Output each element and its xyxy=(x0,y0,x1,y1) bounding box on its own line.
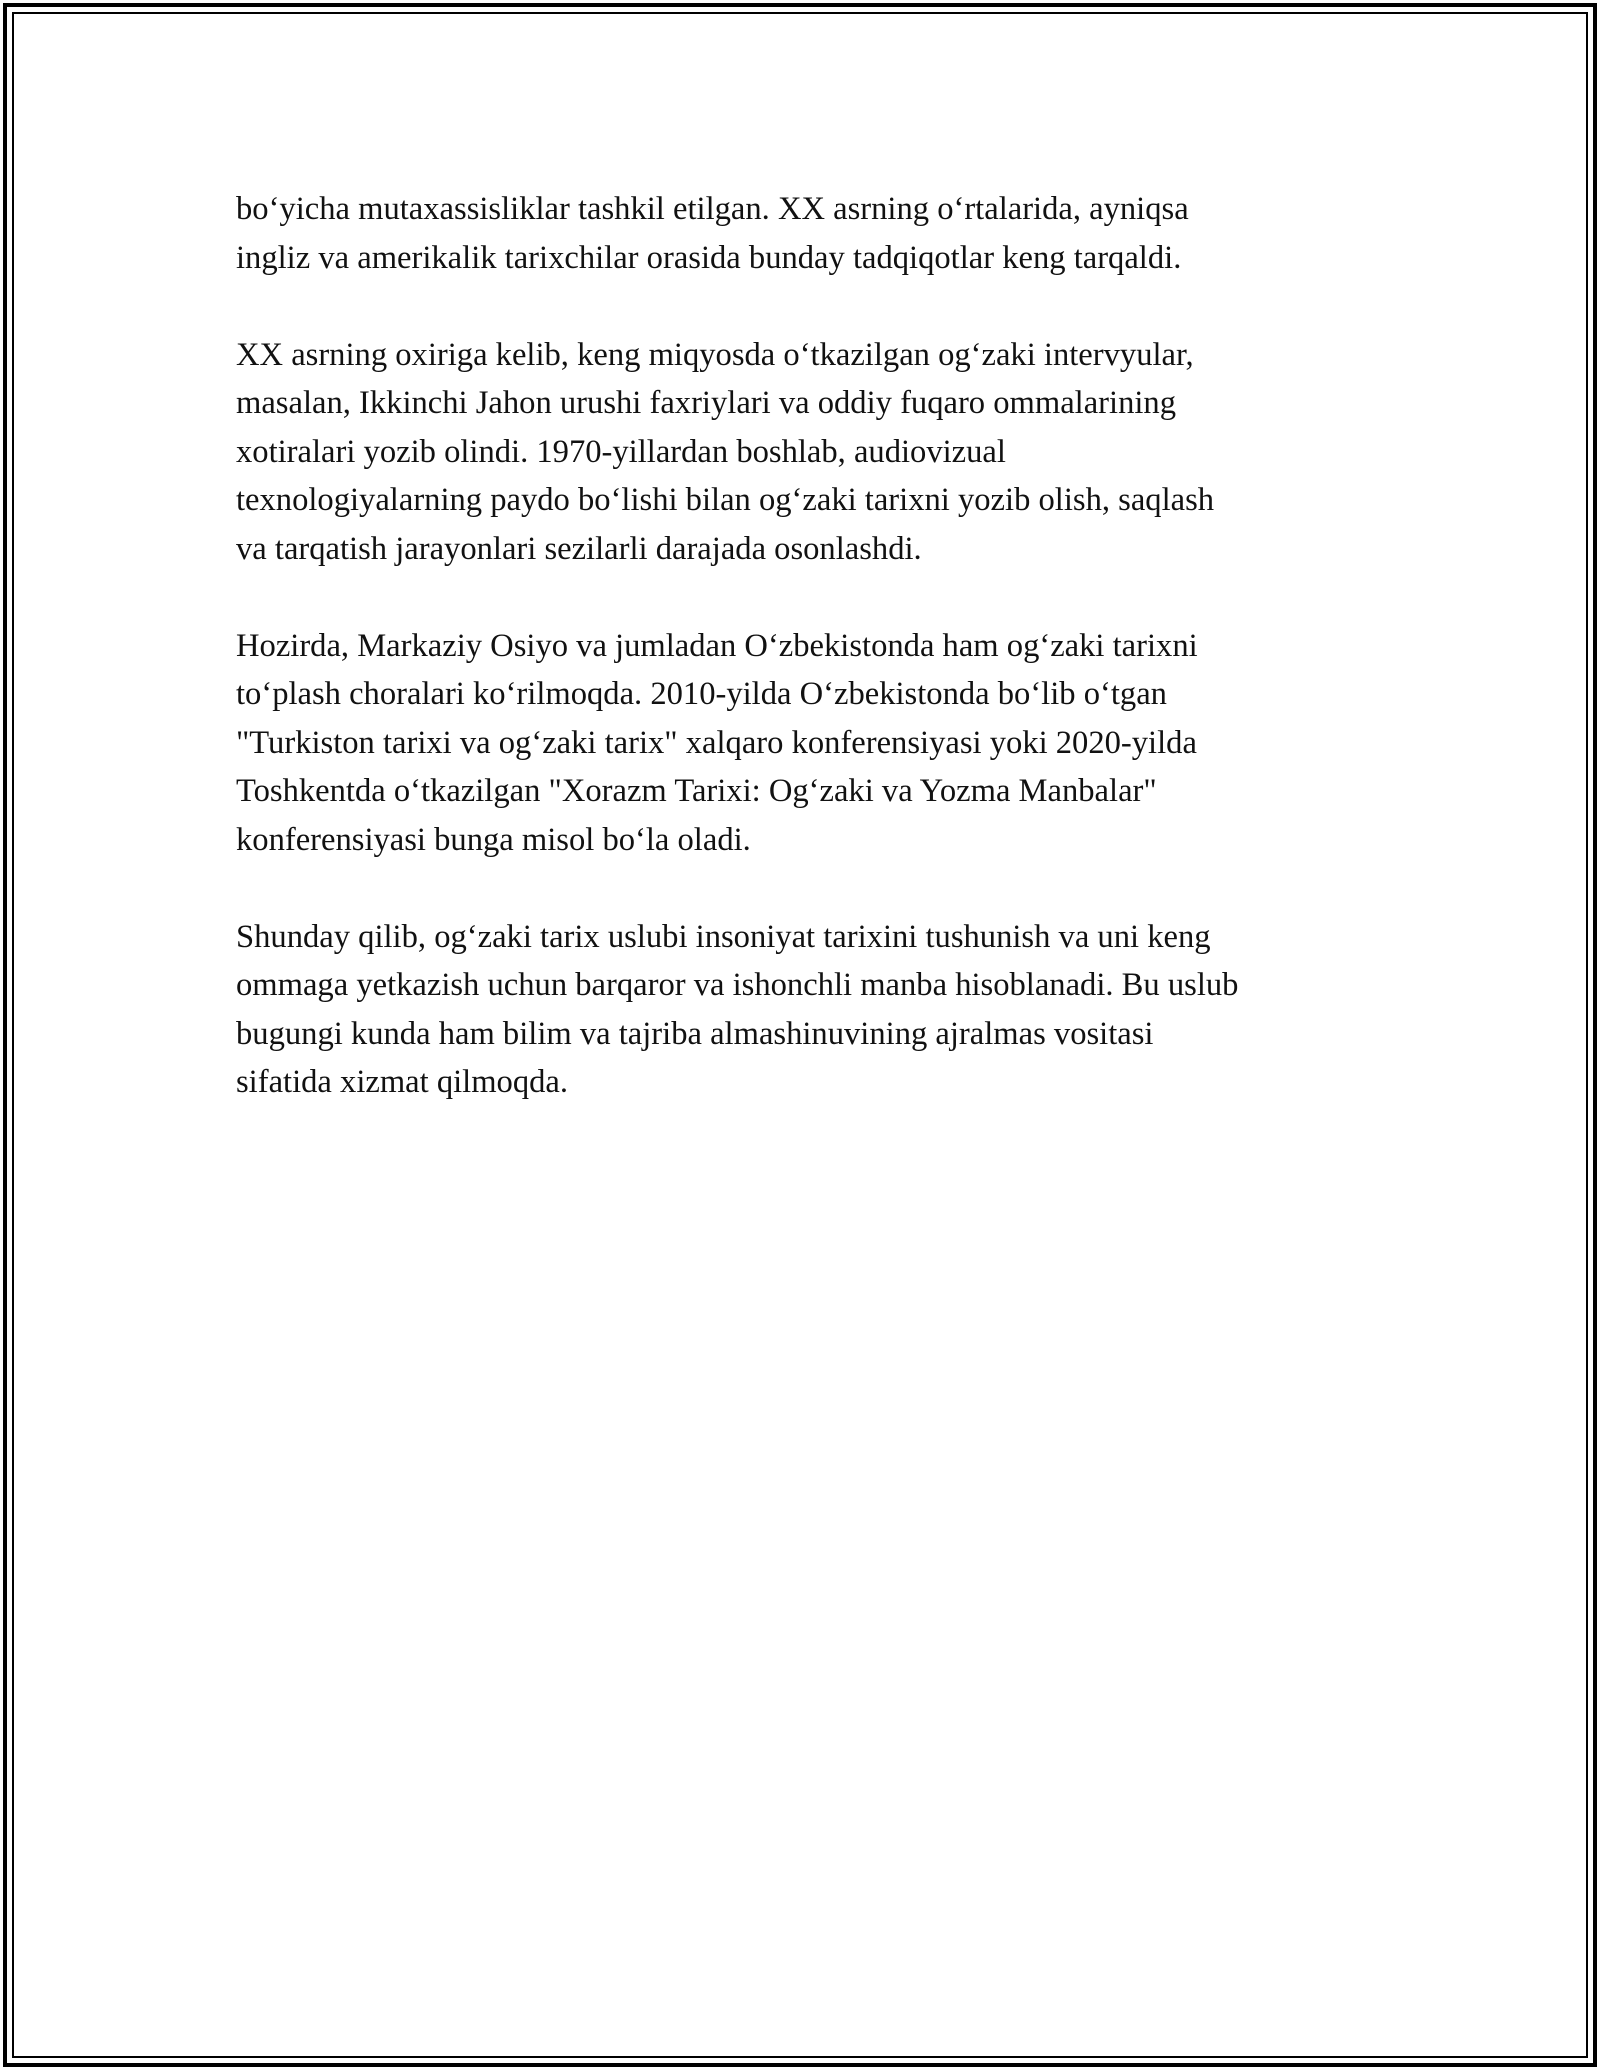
paragraph-line: xotiralari yozib olindi. 1970-yillardan boshlab, audiovizual xyxy=(236,433,1006,470)
paragraph-line: Shunday qilib, og‘zaki tarix uslubi insoniyat tarixini tushunish va uni keng xyxy=(236,918,1211,955)
document-body xyxy=(236,185,1406,1155)
paragraph-line: konferensiyasi bunga misol bo‘la oladi. xyxy=(236,821,751,858)
paragraph-line: ommaga yetkazish uchun barqaror va ishonchli manba hisoblanadi. Bu uslub xyxy=(236,967,1239,1003)
paragraph-line: "Turkiston tarixi va og‘zaki tarix" xalqaro konferensiyasi yoki 2020-yilda xyxy=(236,724,1197,761)
paragraph-line: ingliz va amerikalik tarixchilar orasida bunday tadqiqotlar keng tarqaldi. xyxy=(236,239,1182,276)
paragraph-line: bo‘yicha mutaxassisliklar tashkil etilgan. XX asrning o‘rtalarida, ayniqsa xyxy=(236,191,1189,227)
paragraph-line: texnologiyalarning paydo bo‘lishi bilan og‘zaki tarixni yozib olish, saqlash xyxy=(236,482,1215,518)
paragraph-line: masalan, Ikkinchi Jahon urushi faxriylari va oddiy fuqaro ommalarining xyxy=(236,385,1176,421)
paragraph-line: va tarqatish jarayonlari sezilarli darajada osonlashdi. xyxy=(236,530,922,567)
paragraph-line: bugungi kunda ham bilim va tajriba almashinuvining ajralmas vositasi xyxy=(236,1015,1154,1052)
paragraph-line: to‘plash choralari ko‘rilmoqda. 2010-yilda O‘zbekistonda bo‘lib o‘tgan xyxy=(236,676,1167,712)
paragraph-line: Hozirda, Markaziy Osiyo va jumladan O‘zbekistonda ham og‘zaki tarixni xyxy=(236,627,1198,664)
paragraph-line: sifatida xizmat qilmoqda. xyxy=(236,1064,569,1100)
paragraph-line: XX asrning oxiriga kelib, keng miqyosda o‘tkazilgan og‘zaki intervyular, xyxy=(236,336,1194,373)
paragraph-1 xyxy=(236,185,1406,282)
paragraph-4 xyxy=(236,913,1406,1107)
paragraph-2 xyxy=(236,331,1406,574)
paragraph-3 xyxy=(236,622,1406,865)
paragraph-line: Toshkentda o‘tkazilgan "Xorazm Tarixi: Og‘zaki va Yozma Manbalar" xyxy=(236,773,1157,809)
